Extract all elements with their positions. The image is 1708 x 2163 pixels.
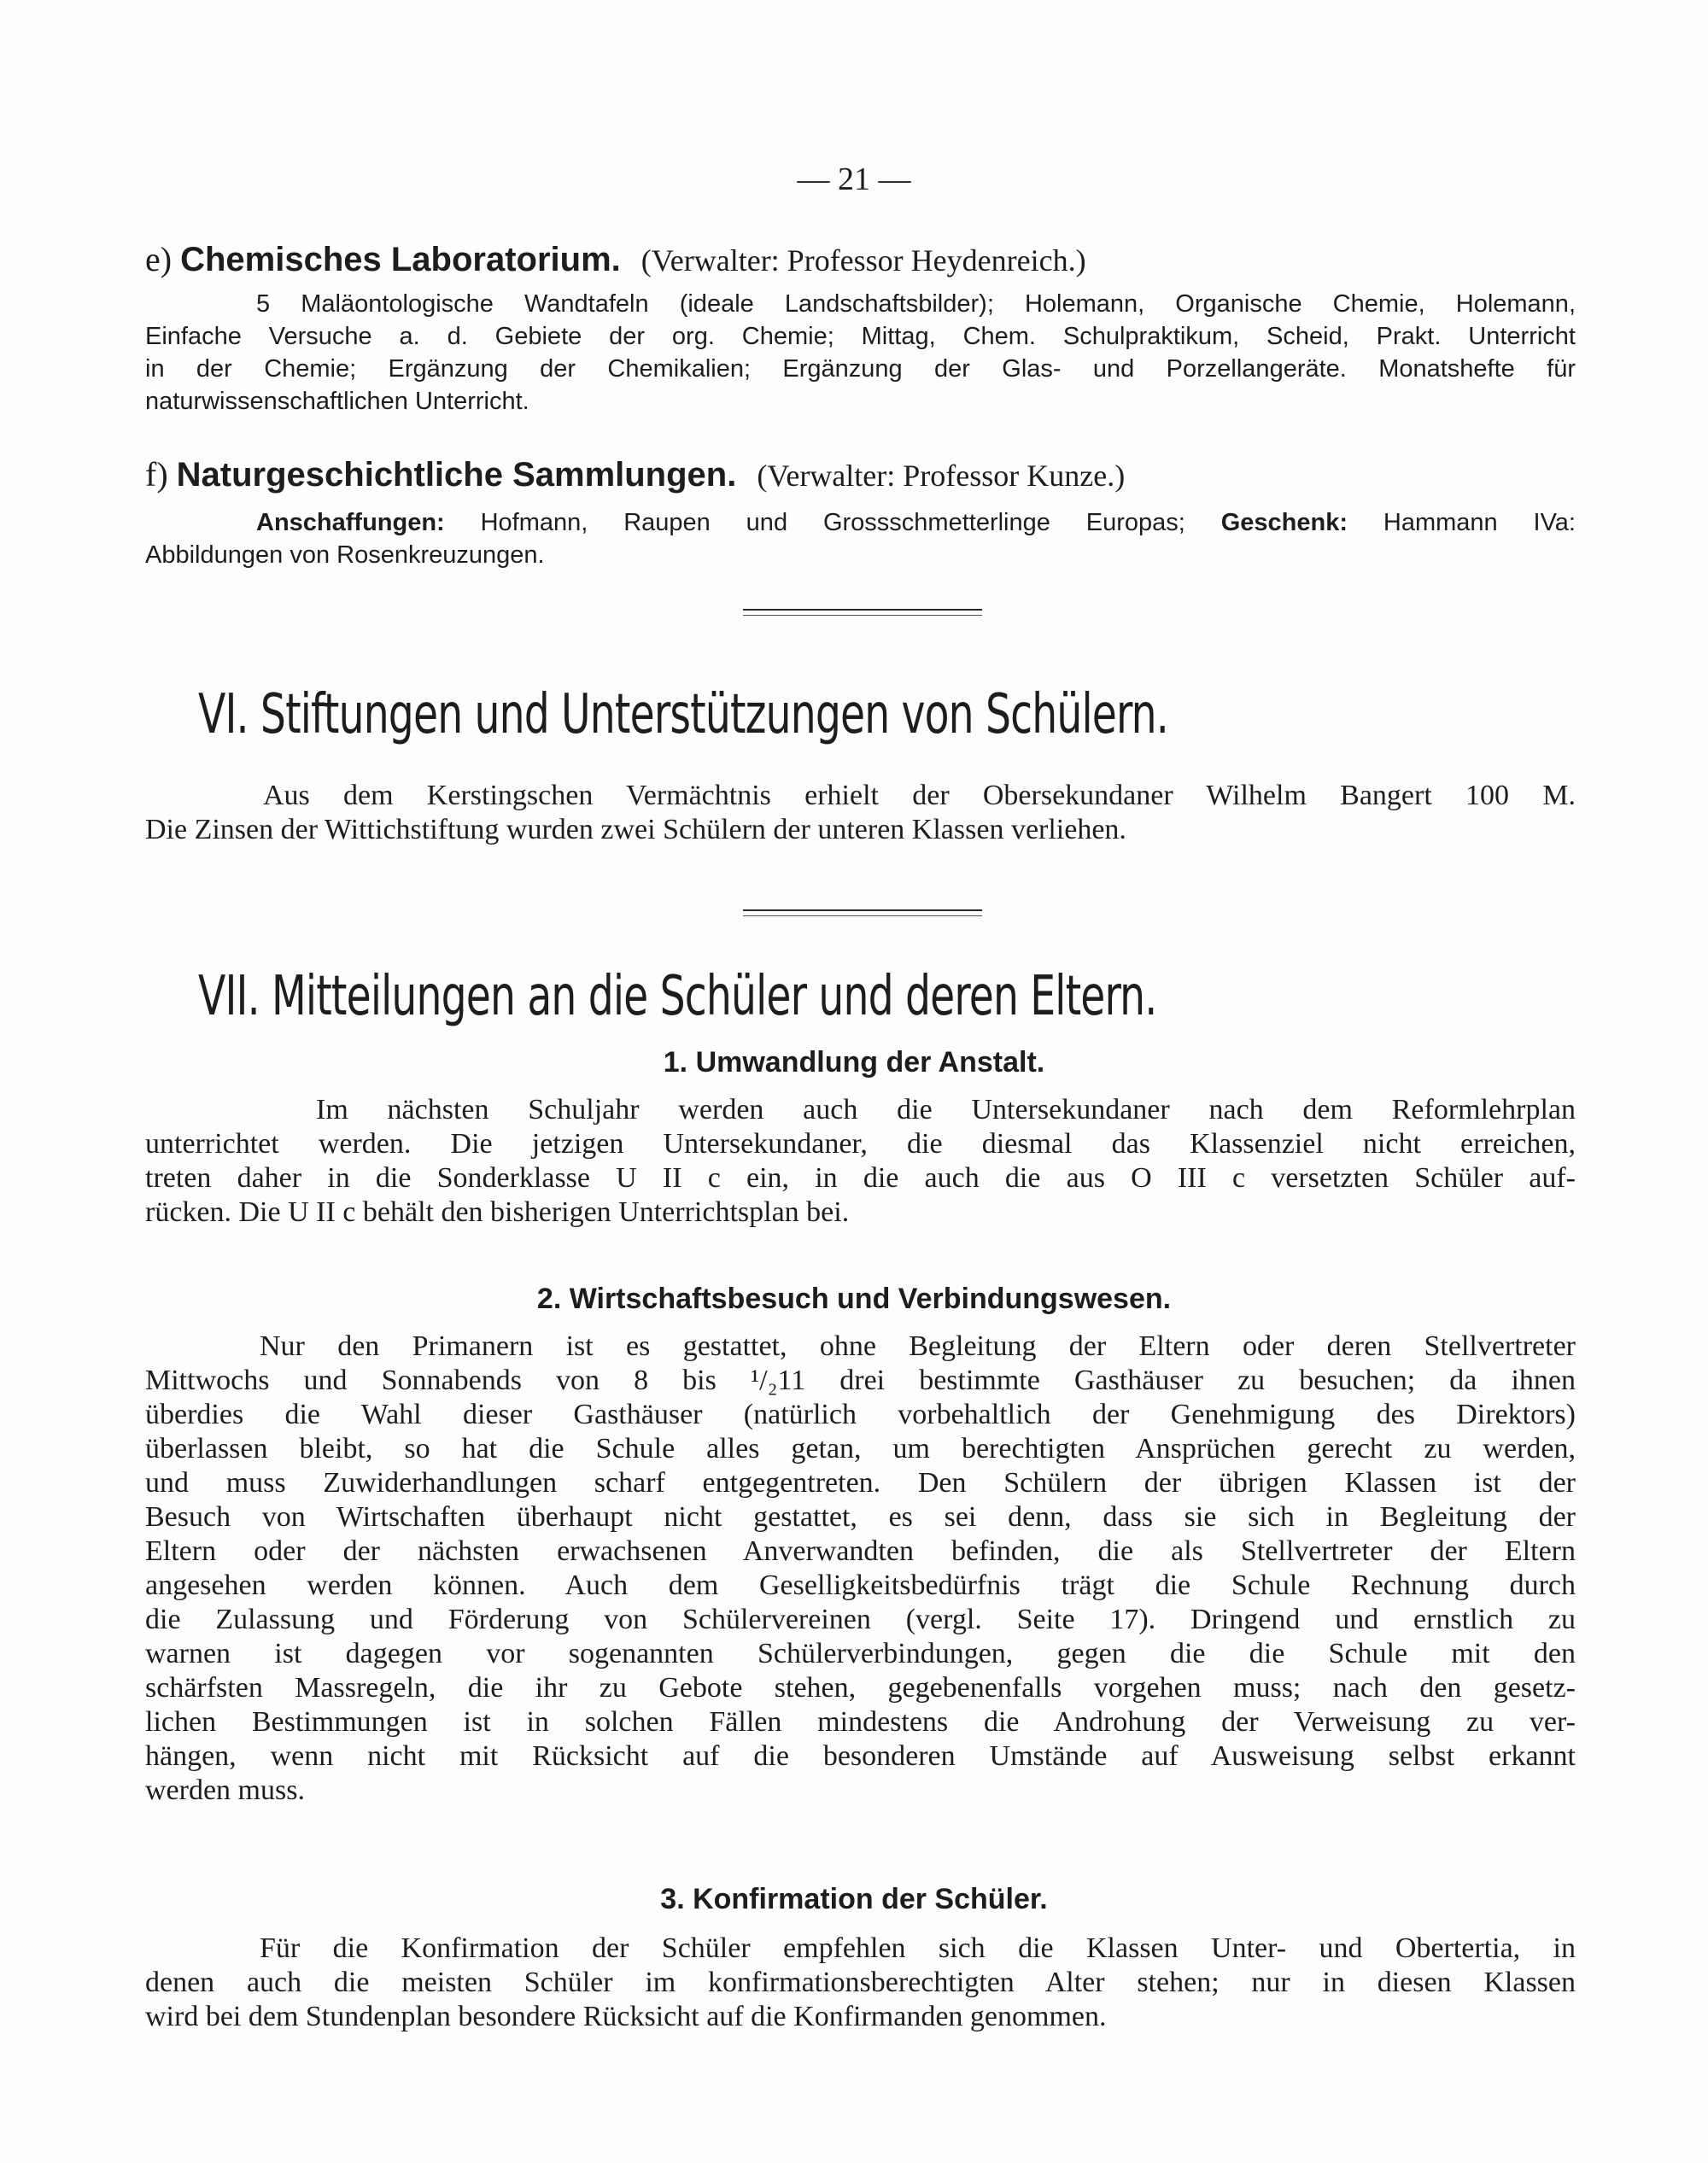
text-line: die Zulassung und Förderung von Schülervereinen (vergl. Seite 17). Dringend und ernstlich zu xyxy=(145,1604,1576,1635)
text-line: Mittwochs und Sonnabends von 8 bis ¹/₂11 drei bestimmte Gasthäuser zu besuchen; da ihnen xyxy=(145,1365,1576,1396)
gift-label: Geschenk: xyxy=(1220,509,1348,536)
section-e-prefix: e) xyxy=(145,240,173,278)
text-line: lichen Bestimmungen ist in solchen Fällen mindestens die Androhung der Verweisung zu ver- xyxy=(145,1706,1576,1738)
separator-rule xyxy=(743,915,982,916)
text-line: treten daher in die Sonderklasse U II c ein, in die auch die aus O III c versetzten Schüler auf- xyxy=(145,1162,1576,1194)
text-line: hängen, wenn nicht mit Rücksicht auf die besonderen Umstände auf Ausweisung selbst erkannt xyxy=(145,1740,1576,1772)
text-line: Abbildungen von Rosenkreuzungen. xyxy=(145,541,545,569)
subsection-1-body xyxy=(145,1093,1576,1230)
text-line: überdies die Wahl dieser Gasthäuser (natürlich vorbehaltlich der Genehmigung des Direktors) xyxy=(145,1399,1576,1430)
text-line: werden muss. xyxy=(145,1774,305,1806)
section-f-admin: (Verwalter: Professor Kunze.) xyxy=(757,459,1126,493)
text-line: Im nächsten Schuljahr werden auch die Untersekundaner nach dem Reformlehrplan xyxy=(316,1094,1576,1125)
separator-rule xyxy=(743,615,982,616)
section-e-heading xyxy=(145,239,1086,279)
text-line: denen auch die meisten Schüler im konfirmationsberechtigten Alter stehen; nur in diesen Klassen xyxy=(145,1967,1576,1998)
purchase-label: Anschaffungen: xyxy=(256,509,445,536)
text-line: 5 Maläontologische Wandtafeln (ideale Landschaftsbilder); Holemann, Organische Chemie, Holemann, xyxy=(256,290,1576,318)
text-line: in der Chemie; Ergänzung der Chemikalien; Ergänzung der Glas- und Porzellangeräte. Monatshefte für xyxy=(145,355,1576,383)
text-line: rücken. Die U II c behält den bisherigen Unterrichtsplan bei. xyxy=(145,1196,850,1228)
subsection-1-title: 1. Umwandlung der Anstalt. xyxy=(663,1046,1045,1079)
page-number: — 21 — xyxy=(797,161,911,197)
section-e-body xyxy=(145,288,1576,418)
text-line: angesehen werden können. Auch dem Geselligkeitsbedürfnis trägt die Schule Rechnung durch xyxy=(145,1570,1576,1601)
text-line: unterrichtet werden. Die jetzigen Untersekundaner, die diesmal das Klassenziel nicht erreichen, xyxy=(145,1128,1576,1160)
text-line: Für die Konfirmation der Schüler empfehlen sich die Klassen Unter- und Obertertia, in xyxy=(260,1932,1576,1964)
text-line: naturwissenschaftlichen Unterricht. xyxy=(145,388,529,415)
section-f-title: Naturgeschichtliche Sammlungen. xyxy=(176,456,737,494)
text-line: Besuch von Wirtschaften überhaupt nicht gestattet, es sei denn, dass sie sich in Begleitung der xyxy=(145,1501,1576,1533)
section-f-body xyxy=(145,506,1576,571)
chapter-vi-title: VI. Stiftungen und Unterstützungen von Schülern. xyxy=(198,683,1168,746)
text-line: überlassen bleibt, so hat die Schule alles getan, um berechtigten Ansprüchen gerecht zu werden, xyxy=(145,1433,1576,1464)
text-line: wird bei dem Stundenplan besondere Rücksicht auf die Konfirmanden genommen. xyxy=(145,2001,1107,2032)
subsection-3-body xyxy=(145,1932,1576,2034)
gift-text: Hammann IVa: xyxy=(1348,509,1576,536)
text-line: Die Zinsen der Wittichstiftung wurden zwei Schülern der unteren Klassen verliehen. xyxy=(145,814,1126,845)
text-line: warnen ist dagegen vor sogenannten Schülerverbindungen, gegen die die Schule mit den xyxy=(145,1638,1576,1669)
section-e-admin: (Verwalter: Professor Heydenreich.) xyxy=(640,243,1086,278)
subsection-3-title: 3. Konfirmation der Schüler. xyxy=(660,1883,1048,1915)
text-line: schärfsten Massregeln, die ihr zu Gebote stehen, gegebenenfalls vorgehen muss; nach den gesetz- xyxy=(145,1672,1576,1704)
text-line: und muss Zuwiderhandlungen scharf entgegentreten. Den Schülern der übrigen Klassen ist der xyxy=(145,1467,1576,1499)
purchase-text: Hofmann, Raupen und Grossschmetterlinge Europas; xyxy=(444,509,1221,536)
section-e-title: Chemisches Laboratorium. xyxy=(180,241,621,278)
subsection-2-body xyxy=(145,1330,1576,1808)
separator-rule xyxy=(743,909,982,911)
text-line: Eltern oder der nächsten erwachsenen Anverwandten befinden, die als Stellvertreter der Eltern xyxy=(145,1535,1576,1567)
section-f-heading xyxy=(145,454,1125,494)
text-line xyxy=(145,506,1576,539)
chapter-vi-body xyxy=(145,779,1576,847)
text-line: Nur den Primanern ist es gestattet, ohne Begleitung der Eltern oder deren Stellvertreter xyxy=(260,1330,1576,1362)
chapter-vii-title: VII. Mitteilungen an die Schüler und deren Eltern. xyxy=(198,965,1157,1028)
subsection-2-title: 2. Wirtschaftsbesuch und Verbindungswesen. xyxy=(536,1283,1172,1315)
text-line: Aus dem Kerstingschen Vermächtnis erhielt der Obersekundaner Wilhelm Bangert 100 M. xyxy=(263,780,1576,811)
text-line: Einfache Versuche a. d. Gebiete der org. Chemie; Mittag, Chem. Schulpraktikum, Scheid, Prakt. Unterricht xyxy=(145,323,1576,350)
section-f-prefix: f) xyxy=(145,455,168,494)
separator-rule xyxy=(743,609,982,611)
